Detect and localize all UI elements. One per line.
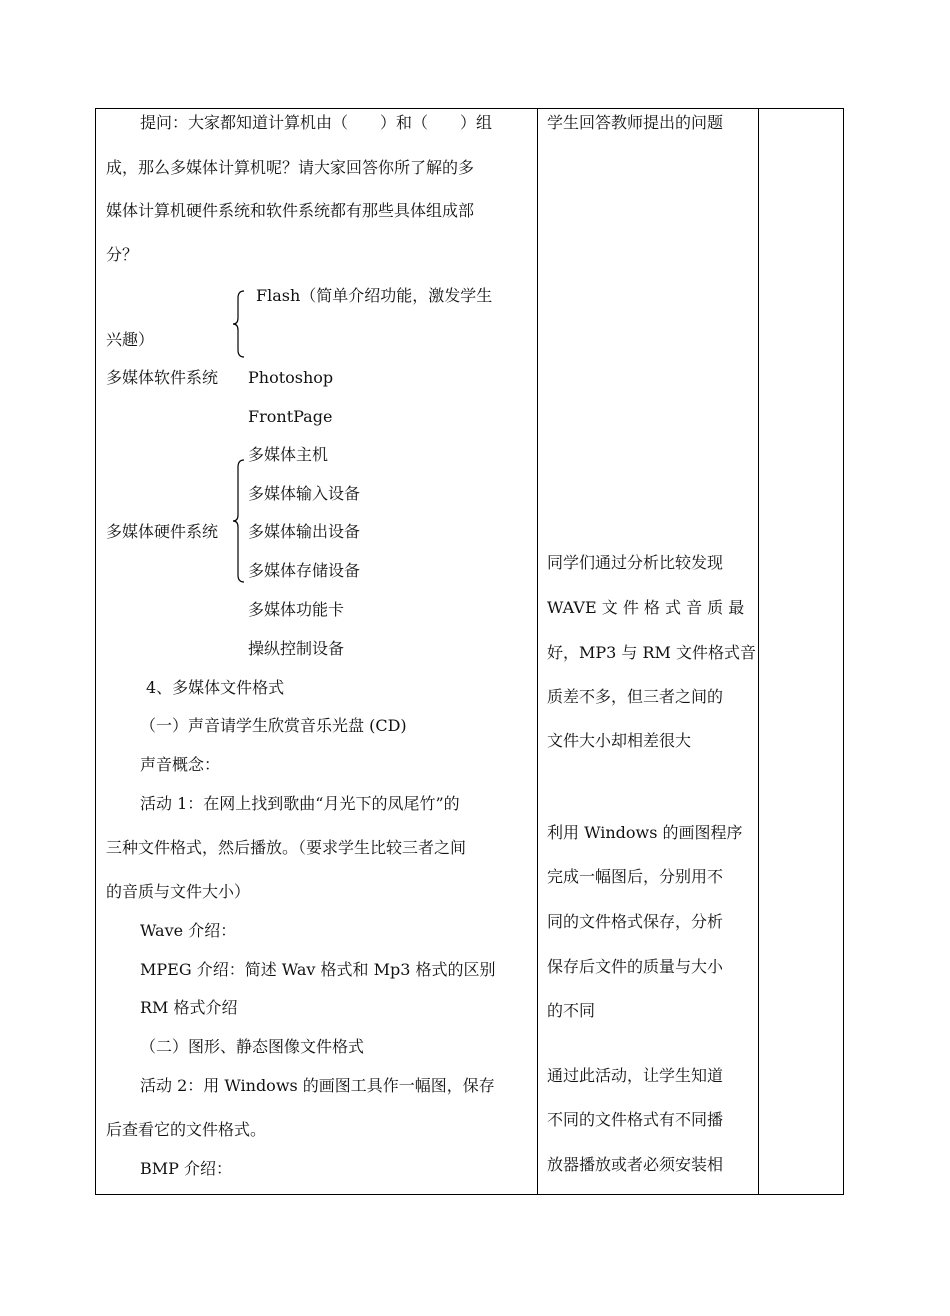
- activity-1-line-1: 活动 1：在网上找到歌曲“月光下的凤尾竹”的: [140, 794, 460, 813]
- hardware-input: 多媒体输入设备: [248, 484, 361, 503]
- compare-line-3: 好，MP3 与 RM 文件格式音: [547, 643, 757, 662]
- compare-line-2: WAVE 文 件 格 式 音 质 最: [547, 598, 745, 617]
- student-answer: 学生回答教师提出的问题: [547, 113, 724, 132]
- question-line-2: 成，那么多媒体计算机呢？请大家回答你所了解的多: [106, 158, 475, 177]
- player-line-1: 通过此活动，让学生知道: [547, 1066, 724, 1085]
- player-line-2: 不同的文件格式有不同播: [547, 1110, 724, 1129]
- paint-line-2: 完成一幅图后，分别用不: [547, 867, 724, 886]
- question-line-1: 提问：大家都知道计算机由（ ）和（ ）组: [140, 113, 493, 132]
- question-line-4: 分？: [106, 245, 139, 264]
- activity-2-line-1: 活动 2：用 Windows 的画图工具作一幅图，保存: [140, 1076, 495, 1095]
- player-line-3: 放器播放或者必须安装相: [547, 1155, 724, 1174]
- hardware-system-label: 多媒体硬件系统: [106, 522, 219, 541]
- software-system-label: 多媒体软件系统: [106, 368, 219, 387]
- bmp-intro: BMP 介绍：: [140, 1159, 232, 1178]
- column-divider-1: [537, 108, 538, 1195]
- column-divider-2: [758, 108, 759, 1195]
- hardware-control: 操纵控制设备: [248, 639, 345, 658]
- sound-heading: （一）声音请学生欣赏音乐光盘 (CD): [140, 716, 407, 735]
- rm-intro: RM 格式介绍: [140, 998, 238, 1017]
- hardware-output: 多媒体输出设备: [248, 522, 361, 541]
- paint-line-3: 同的文件格式保存，分析: [547, 912, 724, 931]
- sound-concept: 声音概念：: [140, 755, 221, 774]
- paint-line-5: 的不同: [547, 1001, 596, 1020]
- compare-line-5: 文件大小却相差很大: [547, 731, 692, 750]
- hardware-card: 多媒体功能卡: [248, 600, 345, 619]
- compare-line-1: 同学们通过分析比较发现: [547, 553, 724, 572]
- graphics-heading: （二）图形、静态图像文件格式: [140, 1037, 365, 1056]
- activity-1-line-2: 三种文件格式，然后播放。（要求学生比较三者之间: [106, 838, 467, 857]
- flash-item-cont: 兴趣）: [106, 330, 155, 349]
- hardware-storage: 多媒体存储设备: [248, 561, 361, 580]
- frontpage-item: FrontPage: [248, 407, 333, 426]
- hardware-brace-icon: [232, 459, 246, 583]
- compare-line-4: 质差不多，但三者之间的: [547, 687, 724, 706]
- activity-1-line-3: 的音质与文件大小）: [106, 882, 251, 901]
- paint-line-4: 保存后文件的质量与大小: [547, 957, 724, 976]
- photoshop-item: Photoshop: [248, 368, 334, 387]
- mpeg-intro: MPEG 介绍：简述 Wav 格式和 Mp3 格式的区别: [140, 960, 496, 979]
- software-brace-icon: [232, 290, 246, 358]
- activity-2-line-2: 后查看它的文件格式。: [106, 1120, 267, 1139]
- wave-intro: Wave 介绍：: [140, 921, 237, 940]
- question-line-3: 媒体计算机硬件系统和软件系统都有那些具体组成部: [106, 201, 475, 220]
- hardware-host: 多媒体主机: [248, 445, 329, 464]
- flash-item: Flash（简单介绍功能，激发学生: [256, 286, 493, 305]
- section-4-heading: 4、多媒体文件格式: [146, 678, 285, 697]
- paint-line-1: 利用 Windows 的画图程序: [547, 823, 743, 842]
